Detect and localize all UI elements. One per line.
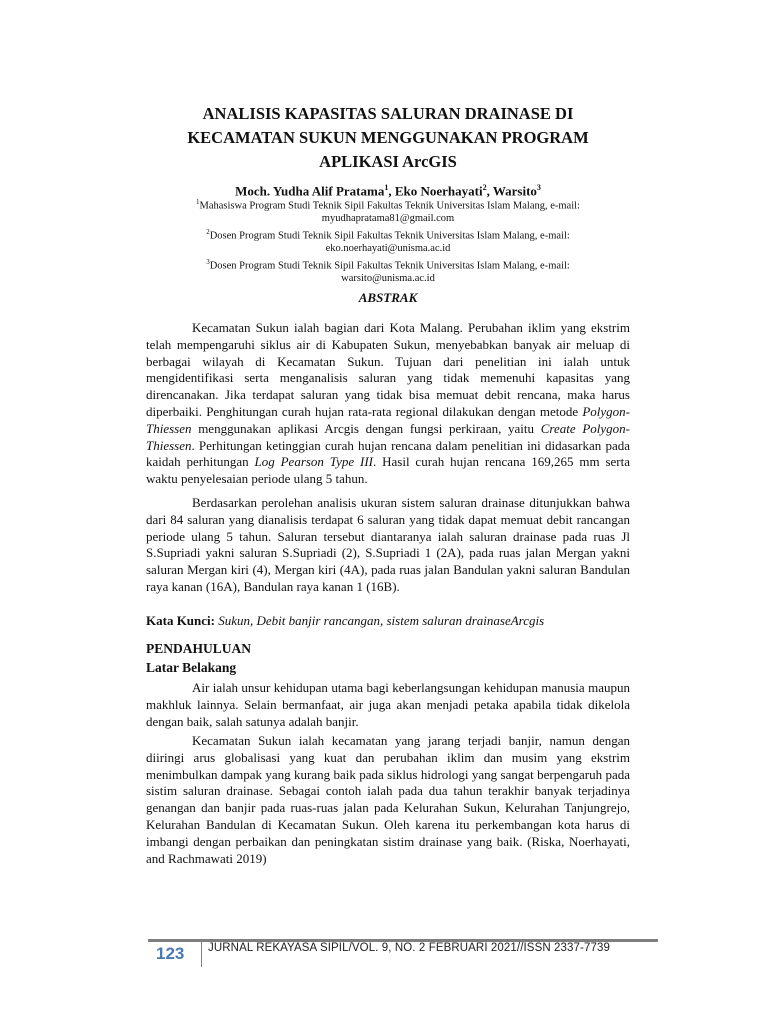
abstract-text: . Perhitungan ketinggian curah hujan rencana dalam penelitian ini didasarkan pada kaidah perhitungan bbox=[146, 437, 630, 470]
abstract-term: Log Pearson Type III bbox=[254, 454, 373, 470]
abstract-term: Polygon-Thiessen bbox=[146, 403, 630, 436]
intro-paragraph-2: Kecamatan Sukun ialah kecamatan yang jarang terjadi banjir, namun dengan diiringi arus globalisasi yang kuat dan perubahan iklim dan musim yang ekstrim menimbulkan dampak yang kurang baik pada siklus hidrologi yang sangat berpengaruh pada sistim saluran drainase. Sebagai contoh ialah pada dua tahun terakhir banyak terjadinya genangan dan banjir pada ruas-ruas jalan pada Kelurahan Sukun, Kelurahan Tanjungrejo, Kelurahan Bandulan di Kecamatan Sukun. Oleh karena itu perkembangan kota harus di imbangi dengan perbaikan dan peningkatan sistim drainase yang baik. (Riska, Noerhayati, and Rachmawati 2019) bbox=[146, 733, 630, 866]
abstract-paragraph-2: Berdasarkan perolehan analisis ukuran sistem saluran drainase ditunjukkan bahwa dari 84 saluran yang dianalisis terdapat 6 saluran yang tidak dapat memuat debit rancangan periode ulang 5 tahun. Saluran tersebut diantaranya ialah saluran drainase pada ruas Jl S.Supriadi yakni saluran S.Supriadi (2), S.Supriadi 1 (2A), pada ruas jalan Mergan yakni saluran Mergan kiri (4), Mergan kiri (4A), pada ruas jalan Bandulan yakni saluran Bandulan raya kanan (16A), Bandulan raya kanan 1 (16B). bbox=[146, 495, 630, 594]
keywords-label: Kata Kunci: bbox=[146, 613, 215, 628]
affiliation-3-text: Dosen Program Studi Teknik Sipil Fakultas Teknik Universitas Islam Malang, e-mail: bbox=[209, 260, 570, 272]
title-line-2: KECAMATAN SUKUN MENGGUNAKAN PROGRAM bbox=[187, 128, 589, 147]
affiliations bbox=[146, 196, 630, 286]
author-1-sup: 1 bbox=[384, 183, 389, 192]
title-line-3: APLIKASI ArcGIS bbox=[319, 152, 457, 171]
abstract-text: menggunakan aplikasi Arcgis dengan fungsi perkiraan, yaitu bbox=[191, 420, 541, 436]
author-separator: , bbox=[388, 183, 395, 199]
affiliation-3-email: warsito@unisma.ac.id bbox=[341, 273, 435, 285]
abstract-text: Kecamatan Sukun ialah bagian dari Kota Malang. Perubahan iklim yang ekstrim telah mempengaruhi siklus air di Kabupaten Sukun, menyebabkan banyak air meluap di berbagai wilayah di Kecamatan Sukun. Tujuan dari penelitian ini ialah untuk mengidentifikasi serta menganalisis saluran yang tidak memenuhi kapasitas yang direncanakan. Jika terdapat saluran yang tidak bisa memuat debit rencana, maka harus diperbaiki. Penghitungan curah hujan rata-rata regional dilakukan dengan metode bbox=[146, 320, 630, 419]
author-separator: , bbox=[486, 183, 493, 199]
abstract-term: Create Polygon-Thiessen bbox=[146, 420, 630, 453]
author-1: Moch. Yudha Alif Pratama bbox=[235, 183, 385, 199]
affiliation-2-email: eko.noerhayati@unisma.ac.id bbox=[325, 243, 451, 255]
abstract-heading: ABSTRAK bbox=[358, 290, 418, 305]
footer-separator bbox=[201, 941, 202, 967]
abstract-paragraph-1 bbox=[146, 320, 630, 488]
abstract-text: . Hasil curah hujan rencana 169,265 mm serta waktu penyelesaian periode ulang 5 tahun. bbox=[146, 454, 630, 487]
affiliation-1-email: myudhapratama81@gmail.com bbox=[321, 213, 455, 225]
section-heading: PENDAHULUAN bbox=[146, 641, 252, 656]
affiliation-1 bbox=[146, 196, 630, 213]
author-3-sup: 3 bbox=[536, 183, 541, 192]
author-2: Eko Noerhayati bbox=[394, 183, 483, 199]
author-3: Warsito bbox=[492, 183, 537, 199]
keywords-text: Sukun, Debit banjir rancangan, sistem saluran drainaseArcgis bbox=[214, 613, 545, 628]
affiliation-1-sup: 1 bbox=[196, 198, 200, 206]
keywords bbox=[146, 613, 630, 629]
author-2-sup: 2 bbox=[482, 183, 487, 192]
journal-footer: JURNAL REKAYASA SIPIL/VOL. 9, NO. 2 FEBRUARI 2021//ISSN 2337-7739 bbox=[208, 942, 610, 954]
paper-title bbox=[132, 102, 644, 174]
page-number: 123 bbox=[156, 944, 185, 963]
intro-paragraph-1: Air ialah unsur kehidupan utama bagi keberlangsungan kehidupan manusia maupun makhluk lainnya. Selain bermanfaat, air juga akan menjadi petaka apabila tidak dikelola dengan baik, salah satunya adalah banjir. bbox=[146, 680, 630, 729]
title-line-1: ANALISIS KAPASITAS SALURAN DRAINASE DI bbox=[202, 104, 574, 123]
affiliation-2 bbox=[146, 226, 630, 243]
affiliation-1-text: Mahasiswa Program Studi Teknik Sipil Fakultas Teknik Universitas Islam Malang, e-mail: bbox=[199, 200, 580, 212]
affiliation-3-sup: 3 bbox=[206, 258, 210, 267]
affiliation-3 bbox=[146, 256, 630, 273]
affiliation-2-text: Dosen Program Studi Teknik Sipil Fakultas Teknik Universitas Islam Malang, e-mail: bbox=[209, 230, 570, 242]
subsection-heading: Latar Belakang bbox=[146, 660, 237, 675]
affiliation-2-sup: 2 bbox=[206, 228, 210, 237]
